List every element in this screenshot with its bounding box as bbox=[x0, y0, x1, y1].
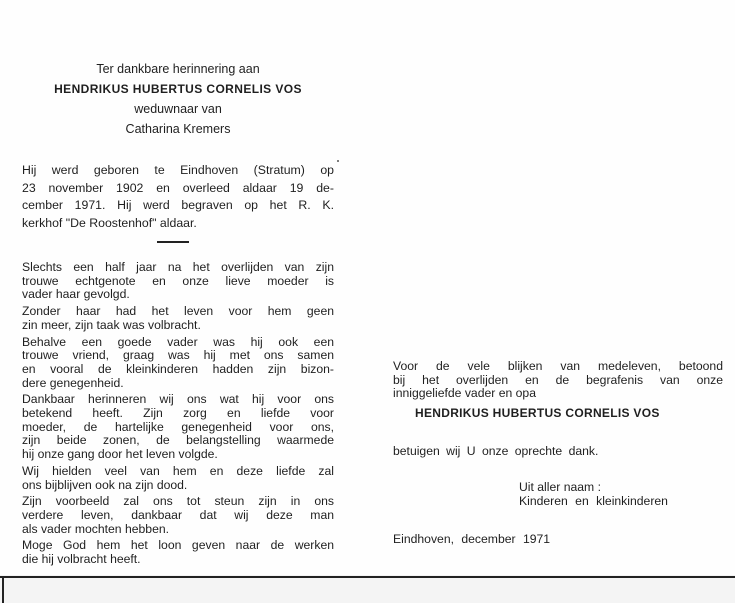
paragraph bbox=[22, 539, 334, 566]
text-line: en vooral de kleinkinderen hadden zijn bizon- bbox=[22, 361, 334, 376]
paragraph bbox=[22, 465, 334, 492]
biography-line: Hij werd geboren te Eindhoven (Stratum) op bbox=[22, 163, 334, 177]
memorial-text bbox=[22, 261, 334, 570]
text-line: betekend heeft. Zijn zorg en liefde voor bbox=[22, 406, 334, 421]
text-line: trouwe echtgenote en onze lieve moeder is bbox=[22, 273, 334, 288]
signature-names: Kinderen en kleinkinderen bbox=[519, 494, 668, 508]
text-line: Dankbaar herinneren wij ons wat hij voor ons bbox=[22, 392, 334, 407]
acknowledgement-name: HENDRIKUS HUBERTUS CORNELIS VOS bbox=[415, 406, 660, 420]
text-line: zijn beide zonen, de belangstelling waarmede bbox=[22, 433, 334, 448]
text-line: vader haar gevolgd. bbox=[22, 287, 130, 302]
biography-line: 23 november 1902 en overleed aldaar 19 de- bbox=[22, 180, 334, 195]
paragraph bbox=[22, 393, 334, 462]
paragraph bbox=[22, 261, 334, 302]
gratitude-text: betuigen wij U onze oprechte dank. bbox=[393, 444, 599, 458]
intro-text: Ter dankbare herinnering aan bbox=[96, 62, 260, 76]
scan-edge-line bbox=[0, 576, 735, 578]
text-line: Zonder haar had het leven voor hem geen bbox=[22, 304, 334, 319]
text-line: Wij hielden veel van hem en deze liefde zal bbox=[22, 463, 334, 478]
text-line: bij het overlijden en de begrafenis van onze bbox=[393, 372, 723, 387]
text-line: Moge God hem het loon geven naar de werken bbox=[22, 538, 334, 553]
paragraph bbox=[22, 495, 334, 536]
text-line: trouwe vriend, graag was hij met ons samen bbox=[22, 348, 334, 363]
signature-block bbox=[519, 480, 719, 508]
spouse-name: Catharina Kremers bbox=[125, 122, 231, 136]
text-line: verdere leven, dankbaar dat wij deze man bbox=[22, 507, 334, 522]
widower-of-text: weduwnaar van bbox=[134, 102, 222, 116]
paragraph bbox=[22, 305, 334, 332]
signature-intro: Uit aller naam : bbox=[519, 480, 601, 494]
biography-line: kerkhof "De Roostenhof" aldaar. bbox=[22, 215, 197, 230]
text-line: die hij volbracht heeft. bbox=[22, 552, 141, 567]
text-line: moeder, de hartelijke genegenheid voor ons, bbox=[22, 419, 334, 434]
scan-edge-tick bbox=[2, 576, 4, 603]
text-line: ons bijblijven ook na zijn dood. bbox=[22, 477, 188, 492]
deceased-name: HENDRIKUS HUBERTUS CORNELIS VOS bbox=[54, 82, 302, 96]
print-speck bbox=[337, 160, 339, 162]
thanks-text bbox=[393, 360, 723, 401]
text-line: Slechts een half jaar na het overlijden van zijn bbox=[22, 260, 334, 274]
text-line: als vader mochten hebben. bbox=[22, 521, 170, 536]
scan-bottom-strip bbox=[0, 575, 735, 603]
divider-line bbox=[157, 241, 189, 243]
text-line: hij onze gang door het leven volgde. bbox=[22, 447, 218, 462]
text-line: dere genegenheid. bbox=[22, 375, 124, 390]
paragraph bbox=[22, 336, 334, 391]
text-line: zin meer, zijn taak was volbracht. bbox=[22, 317, 201, 332]
text-line: Behalve een goede vader was hij ook een bbox=[22, 334, 334, 349]
biography-line: cember 1971. Hij werd begraven op het R. K. bbox=[22, 198, 334, 212]
biography bbox=[22, 162, 334, 232]
text-line: inniggeliefde vader en opa bbox=[393, 386, 536, 400]
text-line: Zijn voorbeeld zal ons tot steun zijn in ons bbox=[22, 494, 334, 509]
place-date: Eindhoven, december 1971 bbox=[393, 532, 551, 546]
text-line: Voor de vele blijken van medeleven, betoond bbox=[393, 359, 723, 373]
